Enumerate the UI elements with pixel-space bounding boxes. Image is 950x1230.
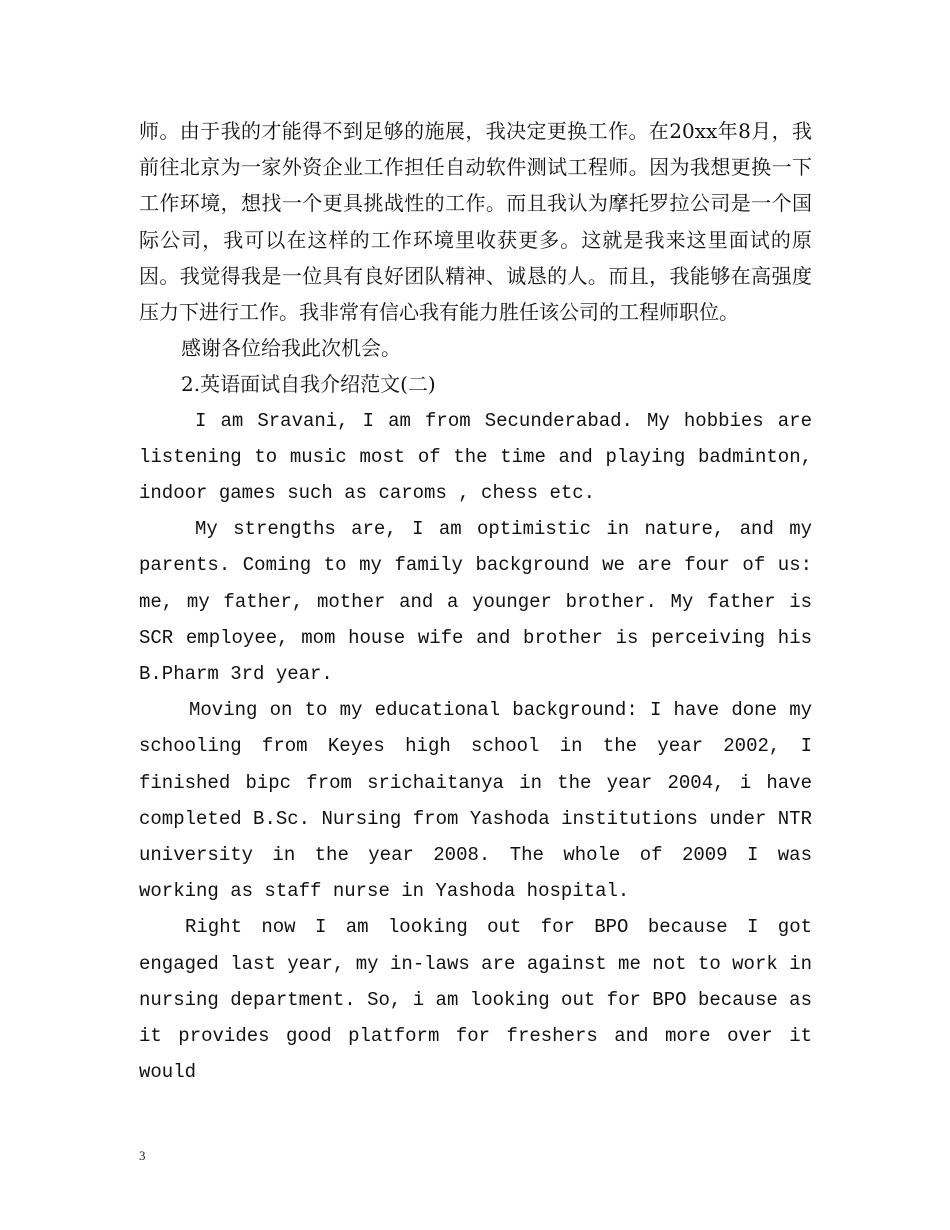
paragraph-thanks: 感谢各位给我此次机会。 (181, 336, 401, 361)
paragraph-introduction: I am Sravani, I am from Secunderabad. My hobbies are listening to music most of the time and playing badminton, indoor games such as caroms , chess etc. (139, 409, 812, 505)
paragraph-education: Moving on to my educational background: I have done my schooling from Keyes high school in the year 2002, I finished bipc from srichaitanya in the year 2004, i have completed B.Sc. Nursing from Yashoda institutions under NTR university in the year 2008. The whole of 2009 I was working as staff nurse in Yashoda hospital. (139, 699, 812, 903)
section-heading: 2.英语面试自我介绍范文(二) (181, 372, 436, 397)
paragraph-career-change: 师。由于我的才能得不到足够的施展，我决定更换工作。在20xx年8月，我前往北京为一家外资企业工作担任自动软件测试工程师。因为我想更换一下工作环境，想找一个更具挑战性的工作。而且我认为摩托罗拉公司是一个国际公司，我可以在这样的工作环境里收获更多。这就是我来这里面试的原因。我觉得我是一位具有良好团队精神、诚恳的人。而且，我能够在高强度压力下进行工作。我非常有信心我有能力胜任该公司的工程师职位。 (139, 119, 812, 325)
document-body (139, 113, 812, 1090)
paragraph-strengths-family: My strengths are, I am optimistic in nature, and my parents. Coming to my family background we are four of us: me, my father, mother and a younger brother. My father is SCR employee, mom house wife and brother is perceiving his B.Pharm 3rd year. (139, 518, 812, 686)
page-number: 3 (139, 1148, 146, 1163)
paragraph-career-goal: Right now I am looking out for BPO because I got engaged last year, my in-laws are against me not to work in nursing department. So, i am looking out for BPO because as it provides good platform for freshers and more over it would (139, 916, 812, 1084)
